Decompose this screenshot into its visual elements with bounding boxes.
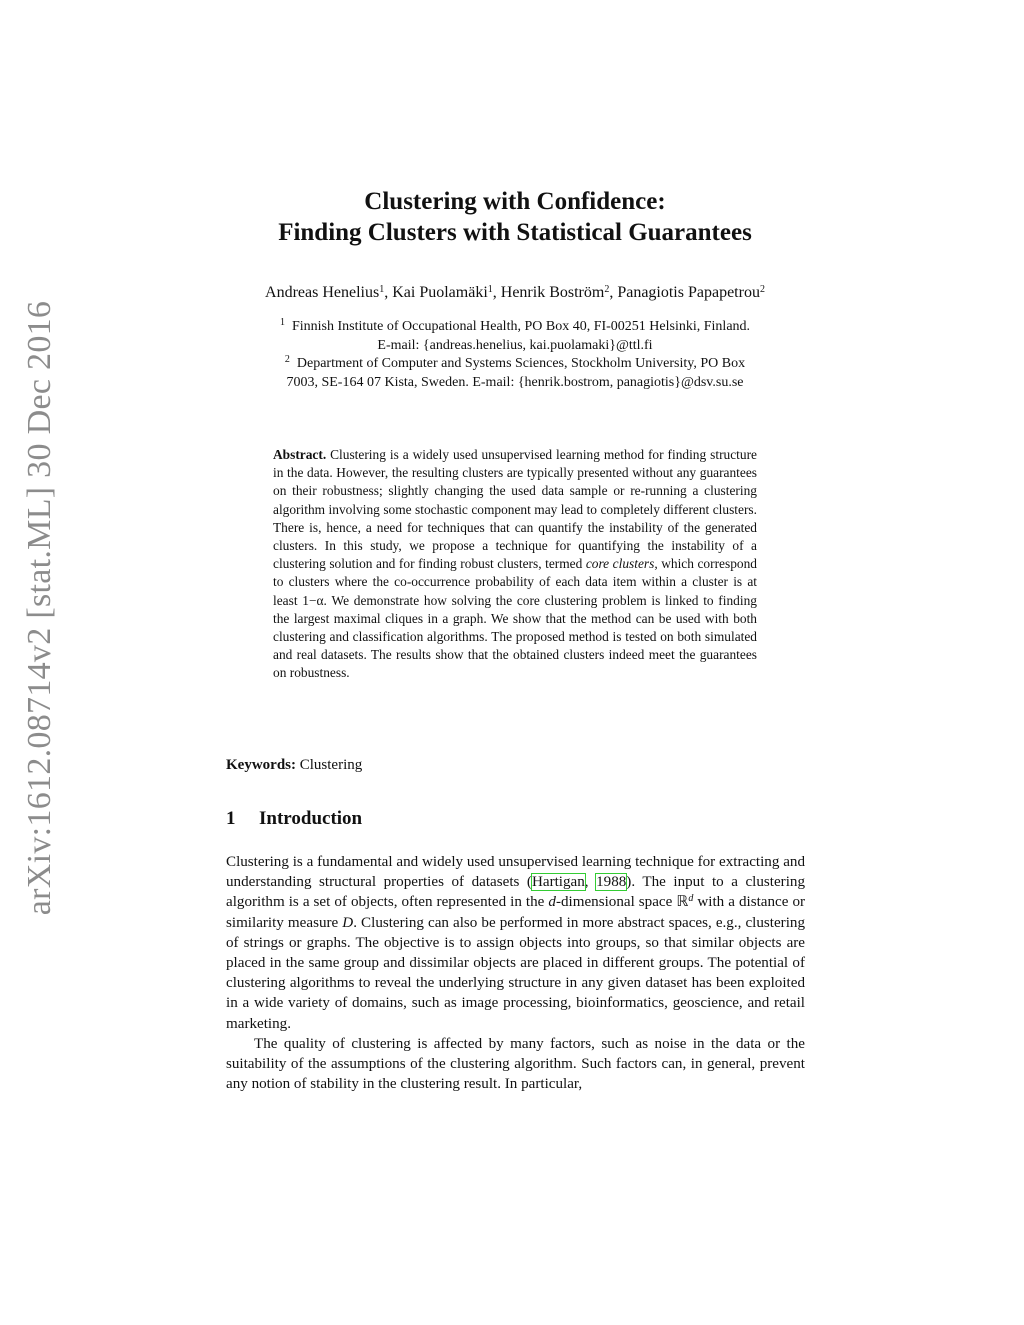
keywords-value: Clustering bbox=[299, 757, 363, 773]
citation-year-link[interactable]: 1988 bbox=[596, 874, 627, 891]
affiliations bbox=[200, 318, 830, 392]
keywords-label: Keywords: bbox=[226, 757, 296, 773]
abstract-label: Abstract. bbox=[273, 447, 327, 462]
section-title: Introduction bbox=[259, 808, 363, 829]
affiliation-email: 7003, SE-164 07 Kista, Sweden. E-mail: {henrik.bostrom, panagiotis}@dsv.su.se bbox=[286, 374, 744, 390]
author-name: Panagiotis Papapetrou bbox=[617, 284, 760, 301]
author-affiliation-mark: 2 bbox=[604, 284, 610, 295]
affiliation-mark: 2 bbox=[284, 354, 290, 365]
math-D: D bbox=[342, 914, 354, 931]
title-line-2: Finding Clusters with Statistical Guarantees bbox=[278, 219, 752, 246]
author-affiliation-mark: 1 bbox=[379, 284, 385, 295]
intro-body bbox=[226, 852, 805, 1094]
abstract-term-core-clusters: core clusters bbox=[585, 556, 655, 572]
section-heading bbox=[226, 808, 362, 830]
affiliation-mark: 1 bbox=[279, 317, 285, 328]
author-name: Andreas Henelius bbox=[265, 284, 380, 301]
author-list: Andreas Henelius$^1$, Kai Puolamäki$^1$, Henrik Boström$^2$, Panagiotis Papapetrou$^2$ bbox=[265, 284, 765, 301]
paragraph-text: with a distance or similarity measure bbox=[226, 894, 806, 931]
citation-author-link[interactable]: Hartigan bbox=[531, 874, 585, 891]
paragraph-text: ). The input to a clustering algorithm is a set of objects, often represented in the bbox=[226, 874, 805, 911]
paragraph-text: The quality of clustering is affected by many factors, such as noise in the data or the suitability of the assumptions of the clustering algorithm. Such factors can, in general, prevent any notion of stability in the clustering result. In particular, bbox=[226, 1035, 805, 1093]
abstract-text: Clustering is a widely used unsupervised learning method for finding structure in the data. However, the resulting clusters are typically presented without any guarantees on their robustness; slightly changing the used data sample or re-running a clustering algorithm involving some stochastic component may lead to completely different clusters. There is, hence, a need for techniques that can quantify the instability of the generated clusters. In this study, we propose a technique for quantifying the instability of a clustering solution and for finding robust clusters, termed bbox=[273, 447, 757, 572]
title-line-1: Clustering with Confidence: bbox=[364, 188, 666, 215]
author-affiliation-mark: 2 bbox=[759, 284, 765, 295]
paragraph-text: . Clustering can also be performed in more abstract spaces, e.g., clustering of strings or graphs. The objective is to assign objects into groups, so that similar objects are placed in the same group and dissimilar objects are placed in different groups. The potential of clustering algorithms to reveal the underlying structure in any given dataset has been exploited in a wide variety of domains, such as image processing, bioinformatics, geoscience, and retail marketing. bbox=[226, 914, 805, 1032]
abstract-text-cont: , which correspond to clusters where the co-occurrence probability of each data item within a cluster is at least 1−α. We demonstrate how solving the core clustering problem is linked to finding the largest maximal cliques in a graph. We show that the method can be used with both clustering and classification algorithms. The proposed method is tested on both simulated and real datasets. The results show that the obtained clusters indeed meet the guarantees on robustness. bbox=[273, 556, 757, 681]
section-number: 1 bbox=[226, 808, 236, 829]
affiliation-2 bbox=[200, 355, 830, 392]
paragraph bbox=[226, 852, 805, 1034]
math-d-superscript: d bbox=[688, 893, 694, 905]
paragraph-text: -dimensional space ℝ bbox=[555, 894, 689, 911]
abstract bbox=[273, 446, 757, 683]
affiliation-email: E-mail: {andreas.henelius, kai.puolamaki}@ttl.fi bbox=[377, 337, 653, 353]
math-d: d bbox=[548, 894, 556, 911]
author-name: Kai Puolamäki bbox=[392, 284, 488, 301]
affiliation-line: Finnish Institute of Occupational Health, PO Box 40, FI-00251 Helsinki, Finland. bbox=[291, 319, 751, 334]
author-name: Henrik Boström bbox=[500, 284, 605, 301]
paragraph-text: Clustering is a fundamental and widely used unsupervised learning technique for extracting and understanding structural properties of datasets ( bbox=[226, 854, 805, 891]
affiliation-1 bbox=[200, 318, 830, 355]
affiliation-line: Department of Computer and Systems Sciences, Stockholm University, PO Box bbox=[296, 356, 746, 371]
citation-separator: , bbox=[584, 874, 597, 891]
arxiv-identifier: arXiv:1612.08714v2 [stat.ML] 30 Dec 2016 bbox=[21, 300, 58, 916]
paper-title bbox=[140, 186, 890, 248]
paragraph bbox=[226, 1034, 805, 1095]
author-affiliation-mark: 1 bbox=[487, 284, 493, 295]
keywords bbox=[226, 757, 362, 774]
